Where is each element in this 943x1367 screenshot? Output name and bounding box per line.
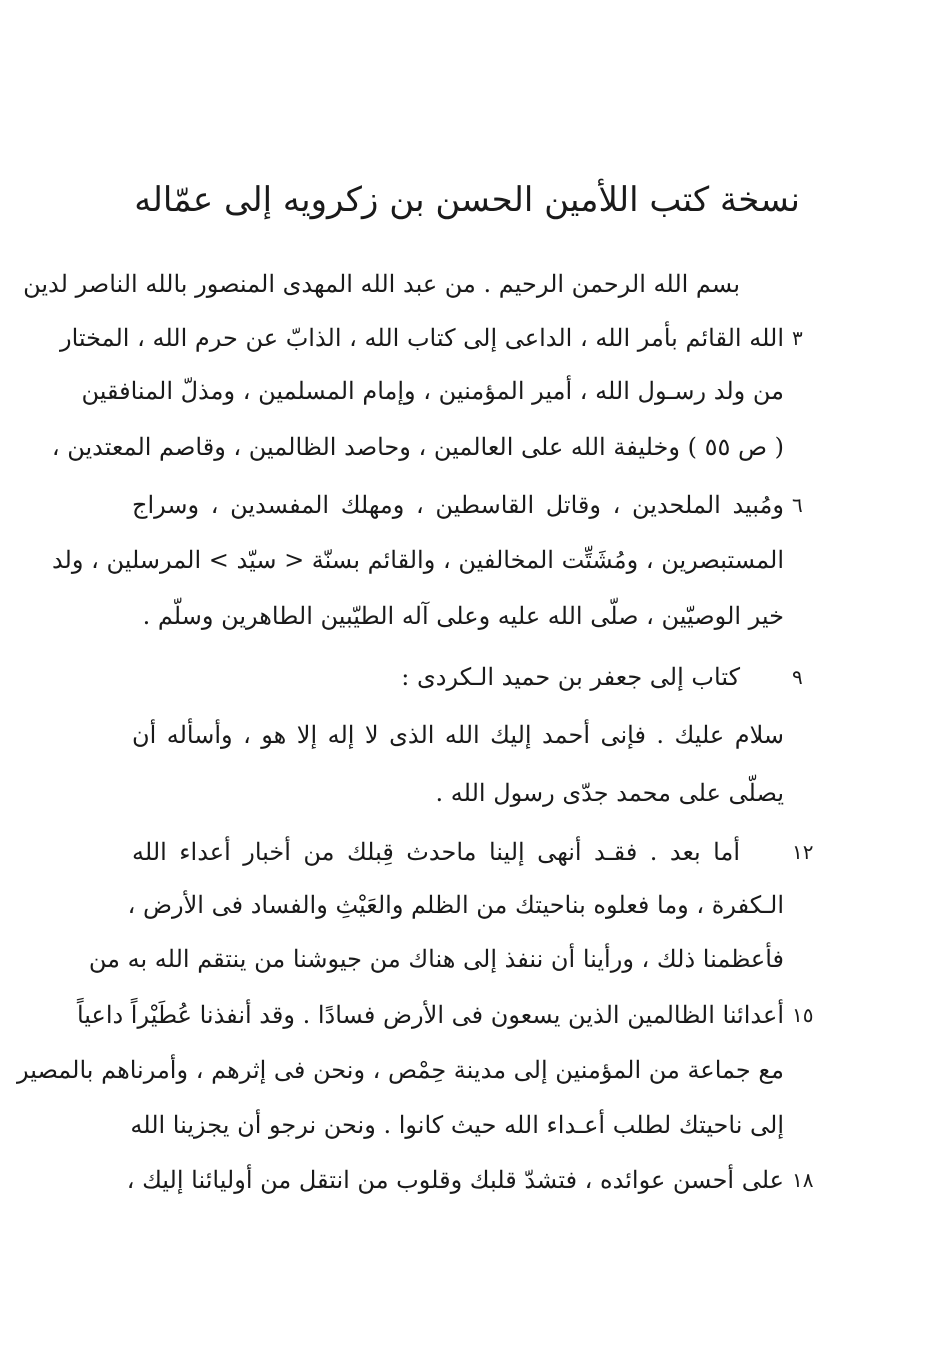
text-line-1: بسم الله الرحمن الرحيم . من عبد الله المهدى المنصور بالله الناصر لدين bbox=[23, 270, 740, 298]
text-line-12: الـكفرة ، وما فعلوه بناحيتك من الظلم والعَيْثِ والفساد فى الأرض ، bbox=[127, 891, 784, 919]
text-line-7: خير الوصيّين ، صلّى الله عليه وعلى آله الطيّبين الطاهرين وسلّم . bbox=[142, 602, 784, 630]
text-line-8: كتاب إلى جعفر بن حميد الـكردى : bbox=[401, 663, 740, 691]
section-title: نسخة كتب اللأمين الحسن بن زكرويه إلى عمّاله bbox=[134, 180, 800, 220]
text-line-16: إلى ناحيتك لطلب أعـداء الله حيث كانوا . ونحن نرجو أن يجزينا الله bbox=[130, 1111, 784, 1139]
line-number-15: ١٥ bbox=[792, 1003, 814, 1027]
text-line-5: ومُبيد الملحدين ، وقاتل القاسطين ، ومهلك المفسدين ، وسراج bbox=[132, 491, 784, 519]
line-number-6: ٦ bbox=[792, 493, 803, 517]
text-line-6: المستبصرين ، ومُشَتِّت المخالفين ، والقائم بسنّة < سيّد > المرسلين ، ولد bbox=[51, 546, 784, 574]
text-line-14: أعدائنا الظالمين الذين يسعون فى الأرض فسادًا . وقد أنفذنا عُطَيْراً داعياً bbox=[76, 1001, 784, 1029]
line-number-9: ٩ bbox=[792, 665, 803, 689]
text-line-11: أما بعد . فقـد أنهى إلينا ماحدث قِبلك من أخبار أعداء الله bbox=[132, 838, 740, 866]
text-line-3: من ولد رسـول الله ، أمير المؤمنين ، وإمام المسلمين ، ومذلّ المنافقين bbox=[81, 377, 784, 405]
text-line-17: على أحسن عوائده ، فتشدّ قلبك وقلوب من انتقل من أوليائنا إليك ، bbox=[126, 1166, 784, 1194]
text-line-10: يصلّى على محمد جدّى رسول الله . bbox=[435, 779, 784, 807]
text-line-2: الله القائم بأمر الله ، الداعى إلى كتاب الله ، الذابّ عن حرم الله ، المختار bbox=[59, 324, 784, 352]
line-number-3: ٣ bbox=[792, 326, 803, 350]
text-line-13: فأعظمنا ذلك ، ورأينا أن ننفذ إلى هناك من جيوشنا من ينتقم الله به من bbox=[88, 945, 784, 973]
text-line-9: سلام عليك . فإنى أحمد إليك الله الذى لا إله إلا هو ، وأسأله أن bbox=[132, 721, 784, 749]
text-line-4: ( ص ٥٥ ) وخليفة الله على العالمين ، وحاصد الظالمين ، وقاصم المعتدين ، bbox=[51, 433, 784, 461]
line-number-18: ١٨ bbox=[792, 1168, 814, 1192]
text-line-15: مع جماعة من المؤمنين إلى مدينة حِمْص ، ونحن فى إثرهم ، وأمرناهم بالمصير bbox=[16, 1056, 784, 1084]
line-number-12: ١٢ bbox=[792, 840, 814, 864]
